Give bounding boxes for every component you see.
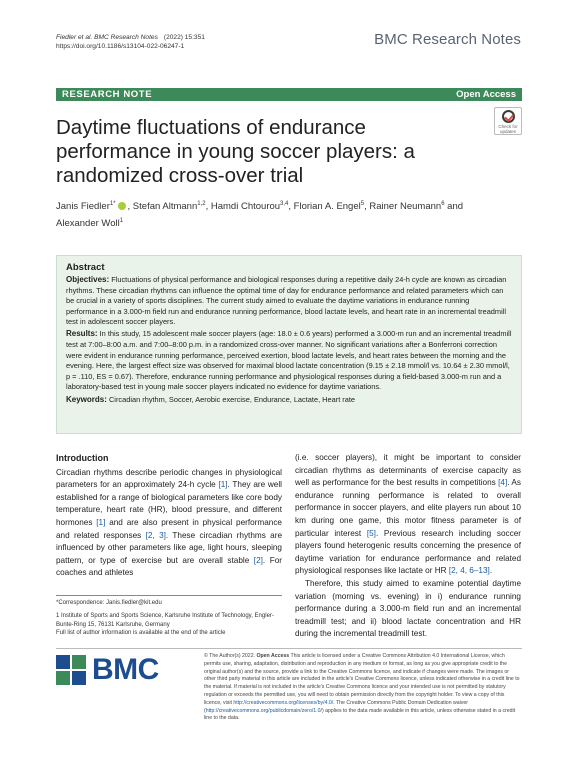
intro-heading: Introduction bbox=[56, 453, 109, 463]
citation-text: Fiedler et al. BMC Research Notes bbox=[56, 34, 158, 41]
orcid-icon[interactable] bbox=[118, 202, 126, 210]
check-for-updates-button[interactable] bbox=[494, 107, 522, 135]
citation-link[interactable]: [4] bbox=[498, 478, 508, 488]
open-access-bold: Open Access bbox=[256, 653, 290, 659]
results-label: Results: bbox=[66, 329, 98, 339]
abstract-keywords bbox=[66, 395, 512, 406]
check-updates-label: Check for updates bbox=[498, 124, 518, 134]
citation-link[interactable]: [2] bbox=[253, 555, 263, 565]
author-name[interactable]: , Florian A. Engel bbox=[288, 201, 361, 213]
bmc-logo bbox=[56, 655, 176, 685]
abstract-results bbox=[66, 329, 512, 393]
citation-link[interactable]: [1] bbox=[96, 517, 106, 527]
article-title: Daytime fluctuations of endurance performance in young soccer players: a randomized cross-over trial bbox=[56, 116, 415, 187]
affiliation: 1 Institute of Sports and Sports Science, Karlsruhe Institute of Technology, Engler-Bunte-Ring 15, 76131 Karlsruhe, Germany bbox=[56, 613, 274, 628]
intro-left-column bbox=[56, 452, 282, 580]
intro-paragraph: Therefore, this study aimed to examine potential daytime variation (morning vs. evening) in i) endurance running performance during a 3.000-m field run and an incremental treadmill test; and ii) blood lactate concentration and HR during the incremental treadmill test. bbox=[295, 578, 521, 639]
affiliation-marker: 1* bbox=[109, 201, 116, 207]
intro-paragraph: Circadian rhythms describe periodic changes in physiological parameters for an approximately 24-h cycle [1]. They are well established for a range of biological parameters like core body temperature, heart rate (HR), blood pressure, and different hormones [1] and are also present in physical performance and related responses [2, 3]. These circadian rhythms are influenced by other parameters like age, light hours, sleeping pattern, or type of exercise but are overall stable [2]. For coaches and athletes bbox=[56, 467, 282, 578]
author-list bbox=[56, 197, 476, 231]
citation-link[interactable]: [2, 3] bbox=[145, 530, 166, 540]
affiliation-marker: 1 bbox=[119, 218, 124, 225]
affiliation-marker: 5 bbox=[360, 201, 365, 207]
public-domain-link[interactable]: http://creativecommons.org/publicdomain/zero/1.0/ bbox=[205, 707, 322, 714]
keywords-text: Circadian rhythm, Soccer, Aerobic exercise, Endurance, Lactate, Heart rate bbox=[108, 394, 356, 404]
objectives-text: Fluctuations of physical performance and biological responses during a repetitive daily 24-h cycle are known as circadian rhythms. These circadian rhythms can influence the optimal time of day for endurance performance and related parameters which can be crucial in a variety of sports disciplines. The current study aimed to evaluate the daytime variations in endurance running performance in a 3.000-m field run and endurance running performance, blood lactate levels, and heart rate in an incremental treadmill test in adolescent soccer players. bbox=[66, 275, 507, 327]
affiliation-marker: 1,2 bbox=[197, 201, 206, 207]
article-type: RESEARCH NOTE bbox=[62, 89, 153, 100]
bmc-logo-icon bbox=[56, 655, 86, 685]
open-access-label: Open Access bbox=[456, 89, 516, 100]
citation-link[interactable]: [2, 4, 6–13] bbox=[448, 566, 490, 576]
results-text: In this study, 15 adolescent male soccer players (age: 18.0 ± 0.6 years) performed a 3.000-m run and an incremental treadmill test at 7:00–8:00 a.m. and 7:00–8:00 p.m. in a randomized cross-over manner. No significant variations after a Bonferroni correction were evident in endurance running performance, perceived exertion, blood lactate levels, and heart rates between the morning and the evening. Here, the largest effect size was observed for maximal blood lactate concentration (9.15 ± 2.18 mmol/l vs. 10.64 ± 2.30 mmol/l, p = .110, ES = 0.67). Therefore, endurance running performance and physiological responses during a field-based 3.000-m run and a laboratory-based test in young male soccer players indicated no evidence for daytime variations. bbox=[66, 329, 512, 392]
full-author-info: Full list of author information is available at the end of the article bbox=[56, 630, 226, 637]
footnotes bbox=[56, 595, 282, 638]
objectives-label: Objectives: bbox=[66, 275, 110, 284]
abstract-box bbox=[56, 255, 522, 434]
intro-paragraph: (i.e. soccer players), it might be important to consider circadian rhythms as determinants of exercise capacity as well as performance for the best results in competitions [4]. As endurance running performance is related to overall performance in soccer players, and elite players run about 10 km during one game, this motor fitness parameter is of particular interest [5]. Previous research including soccer players found heterogenic results concerning the presence of daytime variation for endurance performance and related physiological responses like lactate or HR [2, 4, 6–13]. bbox=[295, 453, 521, 576]
author-name[interactable]: Janis Fiedler bbox=[56, 201, 110, 213]
citation-link[interactable]: [5] bbox=[366, 528, 376, 538]
license-footer bbox=[56, 648, 522, 736]
affiliation-marker: 3,4 bbox=[280, 201, 289, 207]
keywords-label: Keywords: bbox=[66, 394, 107, 404]
abstract-objectives bbox=[66, 275, 512, 328]
citation-year: (2022) 15:351 bbox=[163, 34, 205, 41]
journal-name: BMC Research Notes bbox=[374, 31, 521, 48]
citation-link[interactable]: [1] bbox=[218, 480, 228, 490]
intro-right-column bbox=[295, 452, 521, 641]
author-name[interactable]: and Alexander Woll bbox=[56, 201, 464, 230]
check-updates-icon bbox=[502, 110, 515, 123]
correspondence: *Correspondence: Janis.fiedler@kit.edu bbox=[56, 600, 162, 606]
license-text: © The Author(s) 2022. Open Access This article is licensed under a Creative Commons Attribution 4.0 International License, which permits use, sharing, adaptation, distribution and reproduction in any medium or format, as long as you give appropriate credit to the original author(s) and the source, provide a link to the Creative Commons licence, and indicate if changes were made. The images or other third party material in this article are included in the article's Creative Commons licence, unless indicated otherwise in a credit line to the material. If material is not included in the article's Creative Commons licence and your intended use is not permitted by statutory regulation or exceeds the permitted use, you will need to obtain permission directly from the copyright holder. To view a copy of this licence, visit http://creativecommons.org/licenses/by/4.0/. The Creative Commons Public Domain Dedication waiver (http://creativecommons.org/publicdomain/zero/1.0/) applies to the data made available in this article, unless otherwise stated in a credit line to the data. bbox=[204, 653, 520, 722]
doi-link[interactable]: https://doi.org/10.1186/s13104-022-06247-1 bbox=[56, 43, 185, 50]
citation-header bbox=[56, 33, 211, 51]
author-name[interactable]: , Hamdi Chtourou bbox=[205, 201, 281, 213]
affiliation-marker: 6 bbox=[441, 201, 445, 207]
author-name[interactable]: , Rainer Neumann bbox=[364, 201, 442, 213]
bmc-logo-text: BMC bbox=[92, 653, 159, 686]
abstract-heading: Abstract bbox=[66, 262, 105, 273]
author-name[interactable]: , Stefan Altmann bbox=[127, 201, 198, 213]
license-link[interactable]: http://creativecommons.org/licenses/by/4.0/ bbox=[233, 699, 334, 706]
article-type-banner bbox=[56, 88, 522, 101]
